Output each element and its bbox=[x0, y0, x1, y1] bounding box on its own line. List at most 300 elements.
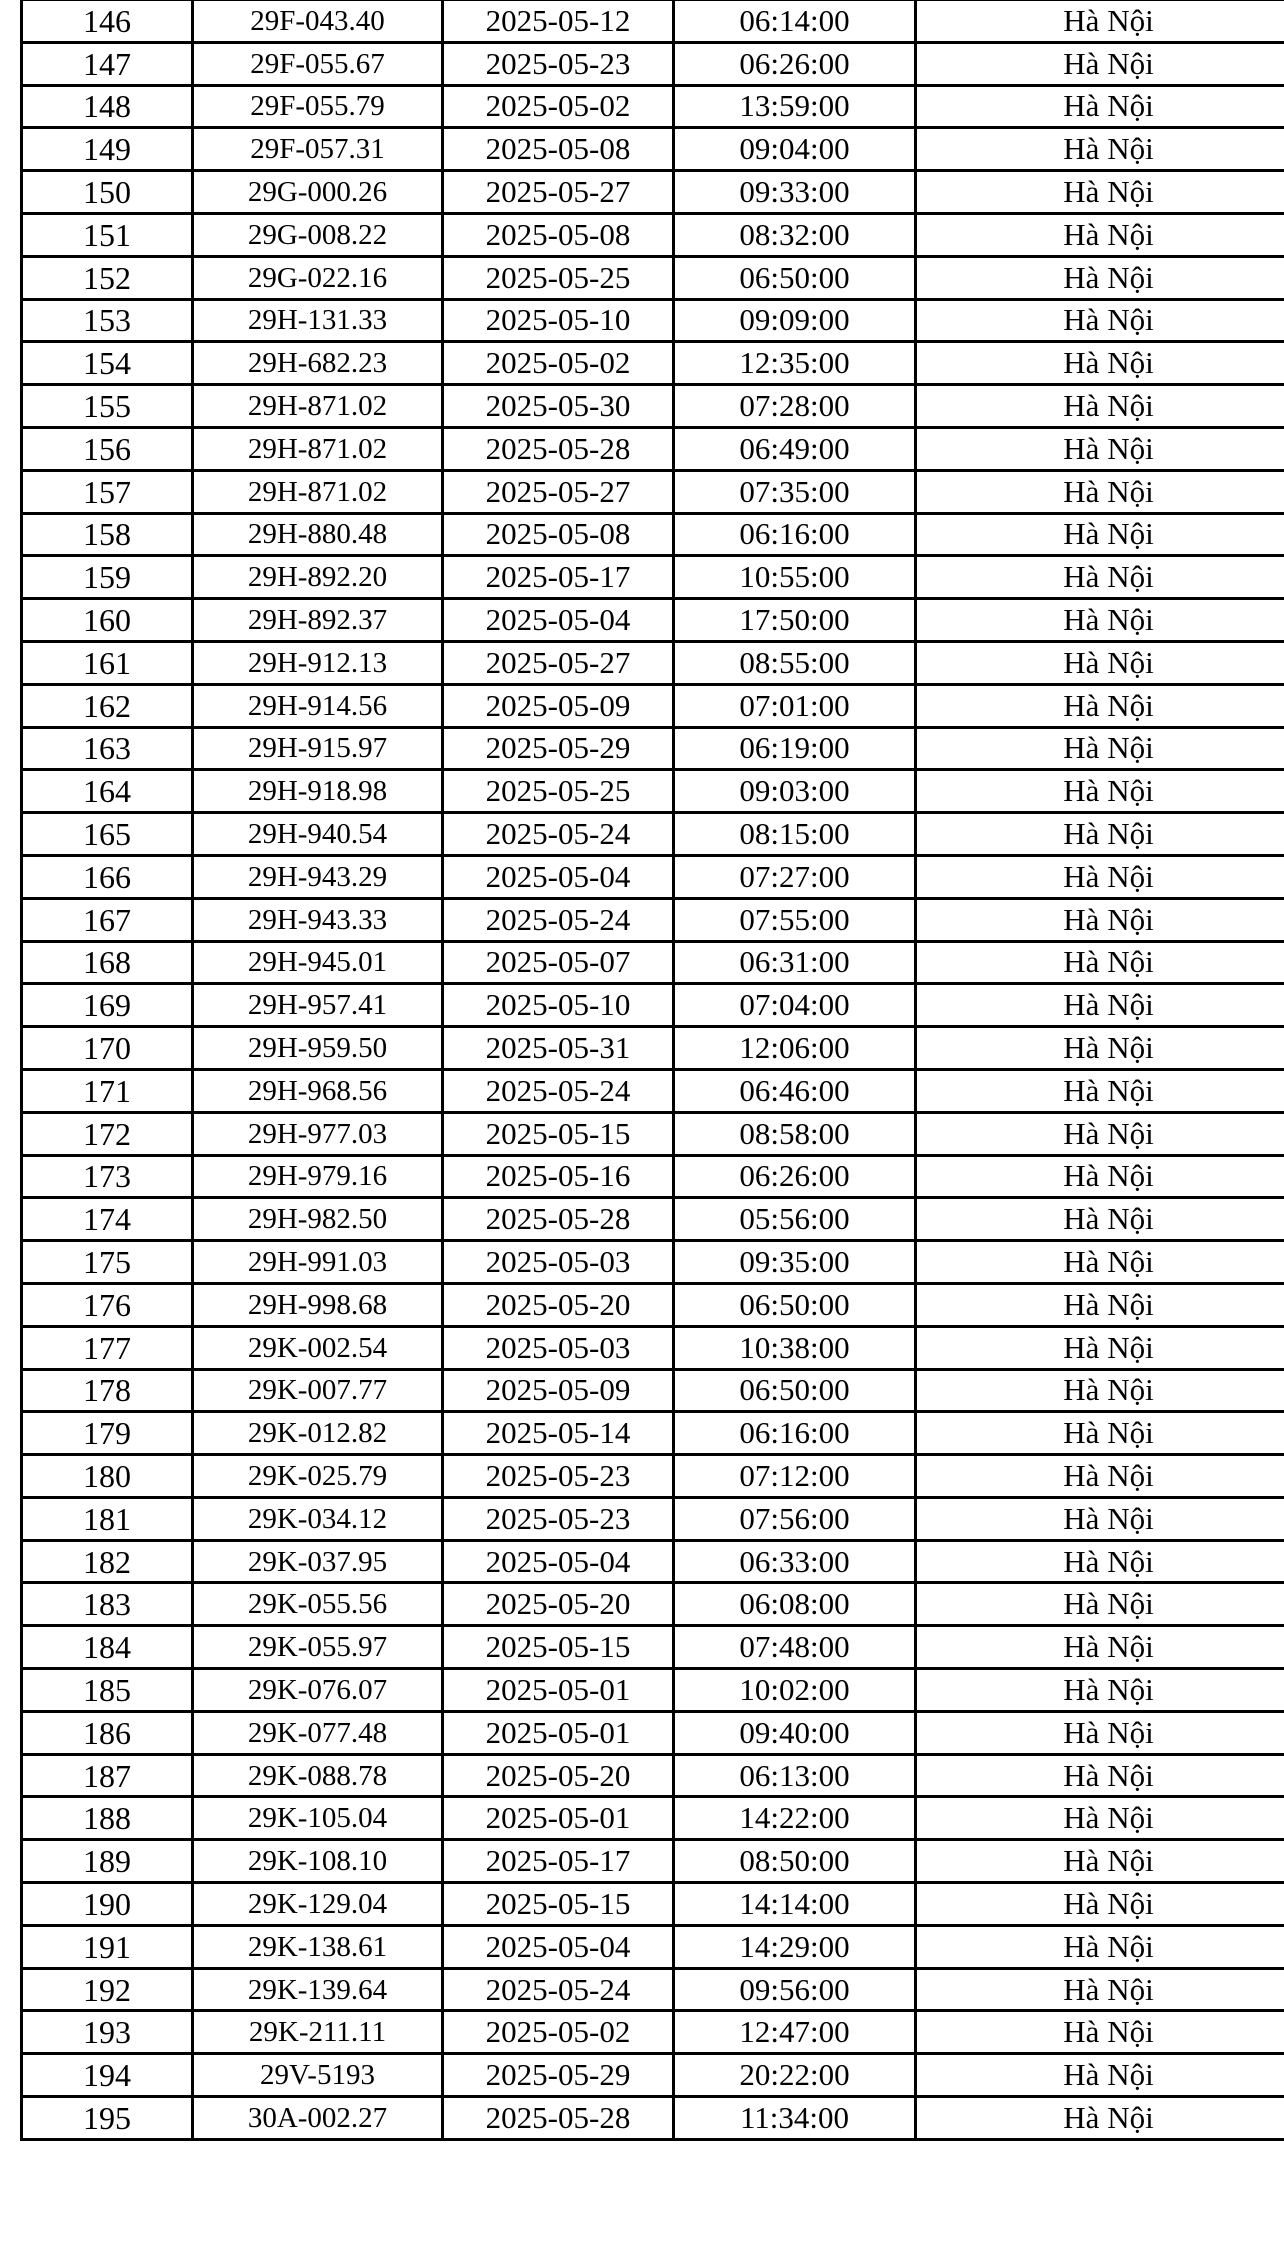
table-row bbox=[22, 299, 1284, 342]
city-cell: Hà Nội bbox=[916, 1198, 1284, 1241]
city-cell: Hà Nội bbox=[916, 171, 1284, 214]
row-number-cell: 148 bbox=[22, 85, 193, 128]
row-number-cell: 164 bbox=[22, 770, 193, 813]
table-row bbox=[22, 813, 1284, 856]
time-cell: 06:08:00 bbox=[674, 1583, 916, 1626]
time-cell: 05:56:00 bbox=[674, 1198, 916, 1241]
city-cell: Hà Nội bbox=[916, 1968, 1284, 2011]
table-row bbox=[22, 427, 1284, 470]
city-cell: Hà Nội bbox=[916, 898, 1284, 941]
license-plate-cell: 29H-982.50 bbox=[193, 1198, 443, 1241]
table-row bbox=[22, 2011, 1284, 2054]
license-plate-cell: 29G-022.16 bbox=[193, 256, 443, 299]
city-cell: Hà Nội bbox=[916, 1412, 1284, 1455]
date-cell: 2025-05-31 bbox=[443, 1027, 674, 1070]
city-cell: Hà Nội bbox=[916, 256, 1284, 299]
table-row bbox=[22, 1155, 1284, 1198]
date-cell: 2025-05-02 bbox=[443, 85, 674, 128]
time-cell: 06:13:00 bbox=[674, 1754, 916, 1797]
time-cell: 14:22:00 bbox=[674, 1797, 916, 1840]
date-cell: 2025-05-02 bbox=[443, 2011, 674, 2054]
city-cell: Hà Nội bbox=[916, 42, 1284, 85]
license-plate-cell: 29K-076.07 bbox=[193, 1669, 443, 1712]
row-number-cell: 153 bbox=[22, 299, 193, 342]
city-cell: Hà Nội bbox=[916, 1797, 1284, 1840]
date-cell: 2025-05-28 bbox=[443, 427, 674, 470]
license-plate-cell: 29H-912.13 bbox=[193, 641, 443, 684]
time-cell: 06:26:00 bbox=[674, 1155, 916, 1198]
violations-table bbox=[20, 0, 1284, 2141]
row-number-cell: 186 bbox=[22, 1711, 193, 1754]
row-number-cell: 157 bbox=[22, 470, 193, 513]
license-plate-cell: 29H-871.02 bbox=[193, 427, 443, 470]
date-cell: 2025-05-29 bbox=[443, 727, 674, 770]
table-row bbox=[22, 128, 1284, 171]
table-row bbox=[22, 1669, 1284, 1712]
time-cell: 17:50:00 bbox=[674, 599, 916, 642]
time-cell: 07:56:00 bbox=[674, 1497, 916, 1540]
city-cell: Hà Nội bbox=[916, 470, 1284, 513]
city-cell: Hà Nội bbox=[916, 299, 1284, 342]
table-row bbox=[22, 513, 1284, 556]
table-row bbox=[22, 171, 1284, 214]
date-cell: 2025-05-24 bbox=[443, 813, 674, 856]
license-plate-cell: 29H-871.02 bbox=[193, 470, 443, 513]
time-cell: 08:32:00 bbox=[674, 213, 916, 256]
city-cell: Hà Nội bbox=[916, 1497, 1284, 1540]
table-row bbox=[22, 898, 1284, 941]
table-row bbox=[22, 1369, 1284, 1412]
time-cell: 14:14:00 bbox=[674, 1883, 916, 1926]
time-cell: 06:16:00 bbox=[674, 1412, 916, 1455]
date-cell: 2025-05-29 bbox=[443, 2054, 674, 2097]
row-number-cell: 160 bbox=[22, 599, 193, 642]
time-cell: 09:33:00 bbox=[674, 171, 916, 214]
date-cell: 2025-05-09 bbox=[443, 1369, 674, 1412]
date-cell: 2025-05-28 bbox=[443, 1198, 674, 1241]
table-row bbox=[22, 1626, 1284, 1669]
city-cell: Hà Nội bbox=[916, 1455, 1284, 1498]
row-number-cell: 162 bbox=[22, 684, 193, 727]
license-plate-cell: 29H-977.03 bbox=[193, 1112, 443, 1155]
date-cell: 2025-05-08 bbox=[443, 213, 674, 256]
row-number-cell: 159 bbox=[22, 556, 193, 599]
date-cell: 2025-05-20 bbox=[443, 1754, 674, 1797]
date-cell: 2025-05-10 bbox=[443, 984, 674, 1027]
row-number-cell: 194 bbox=[22, 2054, 193, 2097]
row-number-cell: 168 bbox=[22, 941, 193, 984]
license-plate-cell: 29H-880.48 bbox=[193, 513, 443, 556]
table-row bbox=[22, 1583, 1284, 1626]
row-number-cell: 185 bbox=[22, 1669, 193, 1712]
license-plate-cell: 29K-055.56 bbox=[193, 1583, 443, 1626]
date-cell: 2025-05-25 bbox=[443, 770, 674, 813]
license-plate-cell: 29K-088.78 bbox=[193, 1754, 443, 1797]
license-plate-cell: 29H-991.03 bbox=[193, 1241, 443, 1284]
license-plate-cell: 29H-871.02 bbox=[193, 385, 443, 428]
date-cell: 2025-05-24 bbox=[443, 898, 674, 941]
row-number-cell: 181 bbox=[22, 1497, 193, 1540]
license-plate-cell: 29K-138.61 bbox=[193, 1925, 443, 1968]
row-number-cell: 156 bbox=[22, 427, 193, 470]
table-row bbox=[22, 641, 1284, 684]
table-row bbox=[22, 1711, 1284, 1754]
date-cell: 2025-05-09 bbox=[443, 684, 674, 727]
row-number-cell: 165 bbox=[22, 813, 193, 856]
row-number-cell: 171 bbox=[22, 1069, 193, 1112]
city-cell: Hà Nội bbox=[916, 385, 1284, 428]
date-cell: 2025-05-01 bbox=[443, 1669, 674, 1712]
time-cell: 09:35:00 bbox=[674, 1241, 916, 1284]
license-plate-cell: 29H-892.20 bbox=[193, 556, 443, 599]
row-number-cell: 158 bbox=[22, 513, 193, 556]
time-cell: 14:29:00 bbox=[674, 1925, 916, 1968]
date-cell: 2025-05-15 bbox=[443, 1112, 674, 1155]
city-cell: Hà Nội bbox=[916, 1241, 1284, 1284]
license-plate-cell: 29K-139.64 bbox=[193, 1968, 443, 2011]
row-number-cell: 167 bbox=[22, 898, 193, 941]
license-plate-cell: 29F-055.79 bbox=[193, 85, 443, 128]
time-cell: 08:15:00 bbox=[674, 813, 916, 856]
time-cell: 12:06:00 bbox=[674, 1027, 916, 1070]
table-row bbox=[22, 1112, 1284, 1155]
city-cell: Hà Nội bbox=[916, 1754, 1284, 1797]
license-plate-cell: 29H-914.56 bbox=[193, 684, 443, 727]
table-row bbox=[22, 1455, 1284, 1498]
license-plate-cell: 29K-025.79 bbox=[193, 1455, 443, 1498]
license-plate-cell: 29K-129.04 bbox=[193, 1883, 443, 1926]
row-number-cell: 161 bbox=[22, 641, 193, 684]
city-cell: Hà Nội bbox=[916, 1711, 1284, 1754]
date-cell: 2025-05-15 bbox=[443, 1626, 674, 1669]
table-row bbox=[22, 1968, 1284, 2011]
row-number-cell: 184 bbox=[22, 1626, 193, 1669]
row-number-cell: 175 bbox=[22, 1241, 193, 1284]
license-plate-cell: 29G-008.22 bbox=[193, 213, 443, 256]
row-number-cell: 187 bbox=[22, 1754, 193, 1797]
time-cell: 07:55:00 bbox=[674, 898, 916, 941]
time-cell: 07:04:00 bbox=[674, 984, 916, 1027]
table-row bbox=[22, 2054, 1284, 2097]
row-number-cell: 182 bbox=[22, 1540, 193, 1583]
license-plate-cell: 29K-007.77 bbox=[193, 1369, 443, 1412]
time-cell: 09:40:00 bbox=[674, 1711, 916, 1754]
license-plate-cell: 29H-131.33 bbox=[193, 299, 443, 342]
row-number-cell: 193 bbox=[22, 2011, 193, 2054]
license-plate-cell: 29K-037.95 bbox=[193, 1540, 443, 1583]
date-cell: 2025-05-24 bbox=[443, 1968, 674, 2011]
time-cell: 10:55:00 bbox=[674, 556, 916, 599]
date-cell: 2025-05-20 bbox=[443, 1583, 674, 1626]
city-cell: Hà Nội bbox=[916, 1369, 1284, 1412]
time-cell: 06:50:00 bbox=[674, 1283, 916, 1326]
time-cell: 09:09:00 bbox=[674, 299, 916, 342]
license-plate-cell: 29G-000.26 bbox=[193, 171, 443, 214]
time-cell: 09:03:00 bbox=[674, 770, 916, 813]
table-row bbox=[22, 727, 1284, 770]
license-plate-cell: 29H-945.01 bbox=[193, 941, 443, 984]
date-cell: 2025-05-27 bbox=[443, 470, 674, 513]
time-cell: 07:28:00 bbox=[674, 385, 916, 428]
time-cell: 08:58:00 bbox=[674, 1112, 916, 1155]
table-row bbox=[22, 984, 1284, 1027]
date-cell: 2025-05-27 bbox=[443, 641, 674, 684]
time-cell: 20:22:00 bbox=[674, 2054, 916, 2097]
city-cell: Hà Nội bbox=[916, 1069, 1284, 1112]
license-plate-cell: 29F-057.31 bbox=[193, 128, 443, 171]
time-cell: 06:19:00 bbox=[674, 727, 916, 770]
table-row bbox=[22, 1069, 1284, 1112]
time-cell: 06:31:00 bbox=[674, 941, 916, 984]
row-number-cell: 174 bbox=[22, 1198, 193, 1241]
city-cell: Hà Nội bbox=[916, 1883, 1284, 1926]
date-cell: 2025-05-04 bbox=[443, 1925, 674, 1968]
time-cell: 06:14:00 bbox=[674, 0, 916, 42]
row-number-cell: 176 bbox=[22, 1283, 193, 1326]
table-row bbox=[22, 1925, 1284, 1968]
license-plate-cell: 29H-943.33 bbox=[193, 898, 443, 941]
table-row bbox=[22, 470, 1284, 513]
row-number-cell: 150 bbox=[22, 171, 193, 214]
license-plate-cell: 29F-043.40 bbox=[193, 0, 443, 42]
license-plate-cell: 29K-002.54 bbox=[193, 1326, 443, 1369]
table-row bbox=[22, 1412, 1284, 1455]
date-cell: 2025-05-25 bbox=[443, 256, 674, 299]
city-cell: Hà Nội bbox=[916, 684, 1284, 727]
date-cell: 2025-05-07 bbox=[443, 941, 674, 984]
city-cell: Hà Nội bbox=[916, 213, 1284, 256]
row-number-cell: 152 bbox=[22, 256, 193, 299]
city-cell: Hà Nội bbox=[916, 128, 1284, 171]
city-cell: Hà Nội bbox=[916, 2054, 1284, 2097]
row-number-cell: 179 bbox=[22, 1412, 193, 1455]
time-cell: 12:35:00 bbox=[674, 342, 916, 385]
license-plate-cell: 29H-968.56 bbox=[193, 1069, 443, 1112]
time-cell: 10:02:00 bbox=[674, 1669, 916, 1712]
city-cell: Hà Nội bbox=[916, 770, 1284, 813]
time-cell: 07:12:00 bbox=[674, 1455, 916, 1498]
time-cell: 06:50:00 bbox=[674, 256, 916, 299]
city-cell: Hà Nội bbox=[916, 813, 1284, 856]
city-cell: Hà Nội bbox=[916, 1669, 1284, 1712]
date-cell: 2025-05-03 bbox=[443, 1326, 674, 1369]
table-row bbox=[22, 770, 1284, 813]
license-plate-cell: 29K-105.04 bbox=[193, 1797, 443, 1840]
city-cell: Hà Nội bbox=[916, 984, 1284, 1027]
city-cell: Hà Nội bbox=[916, 1583, 1284, 1626]
row-number-cell: 147 bbox=[22, 42, 193, 85]
license-plate-cell: 30A-002.27 bbox=[193, 2097, 443, 2140]
city-cell: Hà Nội bbox=[916, 342, 1284, 385]
date-cell: 2025-05-16 bbox=[443, 1155, 674, 1198]
date-cell: 2025-05-03 bbox=[443, 1241, 674, 1284]
license-plate-cell: 29K-012.82 bbox=[193, 1412, 443, 1455]
date-cell: 2025-05-01 bbox=[443, 1711, 674, 1754]
city-cell: Hà Nội bbox=[916, 1283, 1284, 1326]
date-cell: 2025-05-23 bbox=[443, 1455, 674, 1498]
table-row bbox=[22, 42, 1284, 85]
table-row bbox=[22, 556, 1284, 599]
license-plate-cell: 29H-979.16 bbox=[193, 1155, 443, 1198]
table-row bbox=[22, 1027, 1284, 1070]
table-row bbox=[22, 1326, 1284, 1369]
time-cell: 06:16:00 bbox=[674, 513, 916, 556]
time-cell: 08:50:00 bbox=[674, 1840, 916, 1883]
city-cell: Hà Nội bbox=[916, 556, 1284, 599]
table-row bbox=[22, 1754, 1284, 1797]
row-number-cell: 169 bbox=[22, 984, 193, 1027]
time-cell: 13:59:00 bbox=[674, 85, 916, 128]
table-row bbox=[22, 1241, 1284, 1284]
license-plate-cell: 29V-5193 bbox=[193, 2054, 443, 2097]
city-cell: Hà Nội bbox=[916, 1112, 1284, 1155]
row-number-cell: 155 bbox=[22, 385, 193, 428]
table-row bbox=[22, 684, 1284, 727]
license-plate-cell: 29H-998.68 bbox=[193, 1283, 443, 1326]
row-number-cell: 149 bbox=[22, 128, 193, 171]
row-number-cell: 183 bbox=[22, 1583, 193, 1626]
time-cell: 09:04:00 bbox=[674, 128, 916, 171]
table-row bbox=[22, 1883, 1284, 1926]
row-number-cell: 195 bbox=[22, 2097, 193, 2140]
license-plate-cell: 29H-959.50 bbox=[193, 1027, 443, 1070]
table-row bbox=[22, 1840, 1284, 1883]
city-cell: Hà Nội bbox=[916, 2097, 1284, 2140]
city-cell: Hà Nội bbox=[916, 1155, 1284, 1198]
date-cell: 2025-05-02 bbox=[443, 342, 674, 385]
date-cell: 2025-05-04 bbox=[443, 1540, 674, 1583]
table-row bbox=[22, 1283, 1284, 1326]
date-cell: 2025-05-04 bbox=[443, 855, 674, 898]
table-row bbox=[22, 385, 1284, 428]
date-cell: 2025-05-20 bbox=[443, 1283, 674, 1326]
table-row bbox=[22, 213, 1284, 256]
table-row bbox=[22, 1797, 1284, 1840]
table-row bbox=[22, 2097, 1284, 2140]
row-number-cell: 177 bbox=[22, 1326, 193, 1369]
table-body bbox=[22, 0, 1284, 2139]
time-cell: 06:33:00 bbox=[674, 1540, 916, 1583]
row-number-cell: 190 bbox=[22, 1883, 193, 1926]
license-plate-cell: 29H-915.97 bbox=[193, 727, 443, 770]
row-number-cell: 166 bbox=[22, 855, 193, 898]
license-plate-cell: 29K-055.97 bbox=[193, 1626, 443, 1669]
city-cell: Hà Nội bbox=[916, 855, 1284, 898]
time-cell: 09:56:00 bbox=[674, 1968, 916, 2011]
date-cell: 2025-05-04 bbox=[443, 599, 674, 642]
license-plate-cell: 29K-211.11 bbox=[193, 2011, 443, 2054]
license-plate-cell: 29K-034.12 bbox=[193, 1497, 443, 1540]
row-number-cell: 154 bbox=[22, 342, 193, 385]
time-cell: 07:35:00 bbox=[674, 470, 916, 513]
time-cell: 07:48:00 bbox=[674, 1626, 916, 1669]
table-row bbox=[22, 855, 1284, 898]
date-cell: 2025-05-08 bbox=[443, 128, 674, 171]
row-number-cell: 189 bbox=[22, 1840, 193, 1883]
time-cell: 06:46:00 bbox=[674, 1069, 916, 1112]
license-plate-cell: 29H-682.23 bbox=[193, 342, 443, 385]
date-cell: 2025-05-24 bbox=[443, 1069, 674, 1112]
city-cell: Hà Nội bbox=[916, 599, 1284, 642]
table-row bbox=[22, 1497, 1284, 1540]
row-number-cell: 178 bbox=[22, 1369, 193, 1412]
row-number-cell: 163 bbox=[22, 727, 193, 770]
table-row bbox=[22, 941, 1284, 984]
city-cell: Hà Nội bbox=[916, 85, 1284, 128]
table-row bbox=[22, 1198, 1284, 1241]
row-number-cell: 173 bbox=[22, 1155, 193, 1198]
city-cell: Hà Nội bbox=[916, 513, 1284, 556]
time-cell: 10:38:00 bbox=[674, 1326, 916, 1369]
date-cell: 2025-05-10 bbox=[443, 299, 674, 342]
license-plate-cell: 29H-892.37 bbox=[193, 599, 443, 642]
date-cell: 2025-05-01 bbox=[443, 1797, 674, 1840]
table-row bbox=[22, 256, 1284, 299]
date-cell: 2025-05-23 bbox=[443, 1497, 674, 1540]
city-cell: Hà Nội bbox=[916, 0, 1284, 42]
table-row bbox=[22, 1540, 1284, 1583]
date-cell: 2025-05-15 bbox=[443, 1883, 674, 1926]
license-plate-cell: 29H-940.54 bbox=[193, 813, 443, 856]
row-number-cell: 146 bbox=[22, 0, 193, 42]
date-cell: 2025-05-17 bbox=[443, 1840, 674, 1883]
city-cell: Hà Nội bbox=[916, 941, 1284, 984]
city-cell: Hà Nội bbox=[916, 427, 1284, 470]
row-number-cell: 192 bbox=[22, 1968, 193, 2011]
city-cell: Hà Nội bbox=[916, 1540, 1284, 1583]
date-cell: 2025-05-28 bbox=[443, 2097, 674, 2140]
row-number-cell: 151 bbox=[22, 213, 193, 256]
row-number-cell: 188 bbox=[22, 1797, 193, 1840]
time-cell: 07:01:00 bbox=[674, 684, 916, 727]
license-plate-cell: 29K-108.10 bbox=[193, 1840, 443, 1883]
time-cell: 07:27:00 bbox=[674, 855, 916, 898]
date-cell: 2025-05-30 bbox=[443, 385, 674, 428]
row-number-cell: 172 bbox=[22, 1112, 193, 1155]
time-cell: 08:55:00 bbox=[674, 641, 916, 684]
date-cell: 2025-05-14 bbox=[443, 1412, 674, 1455]
city-cell: Hà Nội bbox=[916, 1626, 1284, 1669]
time-cell: 11:34:00 bbox=[674, 2097, 916, 2140]
city-cell: Hà Nội bbox=[916, 1925, 1284, 1968]
license-plate-cell: 29H-918.98 bbox=[193, 770, 443, 813]
city-cell: Hà Nội bbox=[916, 727, 1284, 770]
time-cell: 06:26:00 bbox=[674, 42, 916, 85]
table-row bbox=[22, 342, 1284, 385]
time-cell: 06:49:00 bbox=[674, 427, 916, 470]
row-number-cell: 180 bbox=[22, 1455, 193, 1498]
time-cell: 06:50:00 bbox=[674, 1369, 916, 1412]
row-number-cell: 191 bbox=[22, 1925, 193, 1968]
date-cell: 2025-05-08 bbox=[443, 513, 674, 556]
license-plate-cell: 29K-077.48 bbox=[193, 1711, 443, 1754]
city-cell: Hà Nội bbox=[916, 2011, 1284, 2054]
time-cell: 12:47:00 bbox=[674, 2011, 916, 2054]
table-row bbox=[22, 85, 1284, 128]
row-number-cell: 170 bbox=[22, 1027, 193, 1070]
city-cell: Hà Nội bbox=[916, 641, 1284, 684]
city-cell: Hà Nội bbox=[916, 1027, 1284, 1070]
license-plate-cell: 29H-943.29 bbox=[193, 855, 443, 898]
city-cell: Hà Nội bbox=[916, 1840, 1284, 1883]
table-row bbox=[22, 599, 1284, 642]
date-cell: 2025-05-17 bbox=[443, 556, 674, 599]
city-cell: Hà Nội bbox=[916, 1326, 1284, 1369]
license-plate-cell: 29H-957.41 bbox=[193, 984, 443, 1027]
date-cell: 2025-05-12 bbox=[443, 0, 674, 42]
license-plate-cell: 29F-055.67 bbox=[193, 42, 443, 85]
date-cell: 2025-05-23 bbox=[443, 42, 674, 85]
